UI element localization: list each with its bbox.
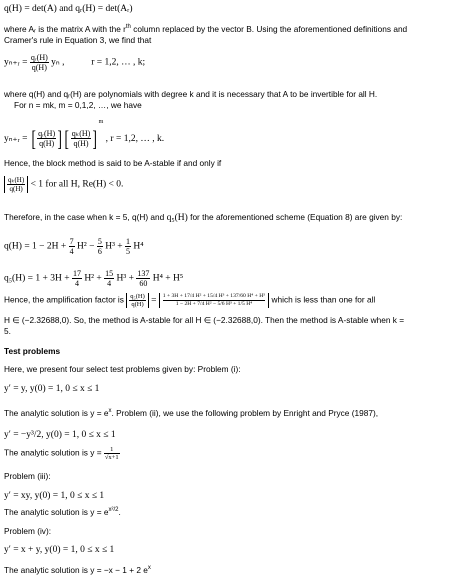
- fraction: [136, 269, 150, 288]
- equation-q5: [4, 269, 183, 288]
- text-segment: Therefore, in the case when k = 5, q(H) and: [4, 212, 167, 222]
- paragraph-solution-2: [4, 446, 120, 461]
- denominator: q(H): [131, 301, 144, 308]
- bracket-open: [: [64, 125, 70, 151]
- term: H⁴: [133, 241, 144, 252]
- equals: =: [151, 295, 157, 306]
- paragraph-amplification-cont: H ∈ (−2.32688,0). So, the method is A-stable for all H ∈ (−2.32688,0). Then the method is A-stable when k =: [4, 315, 405, 325]
- label-problem-4: Problem (iv):: [4, 526, 52, 536]
- denominator: q(H): [39, 139, 55, 149]
- section-heading: Test problems: [4, 346, 61, 356]
- superscript: x: [108, 408, 112, 415]
- paragraph-four-problems: Here, we present four select test problems given by: Problem (i):: [4, 364, 241, 374]
- term: H² −: [77, 241, 95, 252]
- term: H⁴ + H⁵: [152, 273, 184, 284]
- text-segment: The analytic solution is y = e: [4, 507, 109, 517]
- numerator: 137: [137, 269, 150, 278]
- denominator: 60: [139, 279, 148, 288]
- numerator: qₖ(H): [71, 129, 91, 139]
- denominator: 1 − 2H + 7/4 H² − 5/6 H³ + 1/5 H⁴: [175, 301, 253, 307]
- equation-abs-condition: [4, 176, 123, 193]
- denominator: q(H): [9, 185, 23, 193]
- paragraph-solution-4: [4, 565, 151, 575]
- text-segment: where Aᵣ is the matrix A with the r: [4, 24, 126, 34]
- text-segment: column replaced by the vector B. Using the aforementioned definitions and: [130, 24, 408, 34]
- paragraph-where-ar: [4, 24, 407, 34]
- eq-rhs: yₙ ,: [51, 57, 65, 68]
- fraction: [97, 237, 103, 256]
- fraction: [71, 129, 92, 148]
- bracket-close: ]: [92, 125, 98, 151]
- label-problem-3: Problem (iii):: [4, 471, 51, 481]
- numerator: qₖ(H): [8, 176, 25, 184]
- paragraph-case-k5: [4, 212, 402, 223]
- equation-qH: [4, 237, 144, 256]
- equation-problem-1: y′ = y, y(0) = 1, 0 ≤ x ≤ 1: [4, 384, 100, 394]
- equation-problem-2: y′ = −y³/2, y(0) = 1, 0 ≤ x ≤ 1: [4, 430, 116, 440]
- paragraph-for-n: For n = mk, m = 0,1,2, …, we have: [14, 100, 142, 110]
- equation-problem-4: y′ = x + y, y(0) = 1, 0 ≤ x ≤ 1: [4, 545, 115, 555]
- denominator: 4: [107, 279, 112, 288]
- bracket-open: [: [31, 125, 36, 151]
- denominator: q(H): [73, 139, 89, 149]
- paragraph-solution-1: [4, 408, 378, 418]
- fraction: [129, 293, 146, 308]
- term: q₅(H) = 1 + 3H +: [4, 273, 70, 284]
- amplification-fraction: [159, 293, 269, 308]
- superscript: th: [125, 24, 131, 31]
- paragraph-a-stable: Hence, the block method is said to be A-stable if and only if: [4, 158, 222, 168]
- numerator: 5: [97, 237, 102, 246]
- fraction: [104, 269, 114, 288]
- denominator: 4: [69, 247, 74, 256]
- fraction: [69, 237, 75, 256]
- text-segment: The analytic solution is y = −x − 1 + 2 e: [4, 565, 148, 575]
- bracket-close: ]: [57, 125, 62, 151]
- text-segment: for the aforementioned scheme (Equation 8) are given by:: [187, 212, 403, 222]
- numerator: 1: [126, 237, 131, 246]
- paragraph-amplification-end: 5.: [4, 326, 11, 336]
- fraction: [104, 446, 120, 461]
- eq-condition: < 1 for all H, Re(H) < 0.: [30, 179, 124, 190]
- term: H² +: [84, 273, 102, 284]
- denominator: 6: [97, 247, 102, 256]
- text-segment: Hence, the amplification factor is: [4, 294, 124, 305]
- fraction: [37, 129, 56, 148]
- superscript: x²/2: [108, 507, 119, 514]
- eq-condition: r = 1,2, … , k;: [91, 57, 146, 68]
- eq-lhs: yₙ₊ᵣ =: [4, 134, 28, 144]
- denominator: q(H): [31, 63, 47, 72]
- text-segment: The analytic solution is y = e: [4, 408, 109, 418]
- term: q(H) = 1 − 2H +: [4, 241, 67, 252]
- fraction: [72, 269, 82, 288]
- denominator: 4: [74, 279, 79, 288]
- denominator: 5: [126, 247, 131, 256]
- text-segment: The analytic solution is y =: [4, 447, 102, 458]
- paragraph-solution-3: [4, 507, 121, 517]
- absolute-value: [4, 176, 28, 193]
- fraction: [7, 176, 25, 193]
- numerator: q₅(H): [130, 293, 145, 300]
- fraction: [30, 53, 49, 72]
- superscript: x: [147, 565, 151, 572]
- numerator: 7: [69, 237, 74, 246]
- term: H³ +: [105, 241, 123, 252]
- numerator: qᵣ(H): [30, 53, 48, 62]
- denominator: √x+1: [104, 454, 119, 461]
- paragraph-polynomials: where q(H) and qᵣ(H) are polynomials with degree k and it is necessary that A to be invertible for all H.: [4, 89, 378, 99]
- equation-ynr: [4, 53, 145, 72]
- text-segment: .: [118, 507, 121, 517]
- equation-ynr-block: [4, 119, 165, 151]
- math-q5: q₅(H): [166, 213, 188, 223]
- equation-problem-3: y′ = xy, y(0) = 1, 0 ≤ x ≤ 1: [4, 491, 105, 501]
- text-segment: which is less than one for all: [271, 294, 376, 305]
- exponent: m: [98, 119, 104, 125]
- numerator: 17: [72, 269, 81, 278]
- numerator: 15: [105, 269, 114, 278]
- equation-q-definition: q(H) = det(A) and qᵣ(H) = det(Aᵣ): [4, 4, 133, 14]
- eq-lhs: yₙ₊ᵣ =: [4, 57, 28, 68]
- eq-condition: , r = 1,2, … , k.: [105, 134, 165, 144]
- fraction: [125, 237, 131, 256]
- numerator: 1: [104, 446, 120, 454]
- paragraph-cramer: Cramer's rule in Equation 3, we find that: [4, 35, 152, 45]
- text-segment: . Problem (ii), we use the following problem by Enright and Pryce (1987),: [111, 408, 379, 418]
- absolute-value: [126, 293, 149, 308]
- numerator: 1 + 3H + 17/4 H² + 15/4 H³ + 137/60 H⁴ + H⁵: [162, 293, 266, 299]
- paragraph-amplification: [4, 293, 375, 308]
- numerator: qᵣ(H): [38, 129, 56, 139]
- term: H³ +: [116, 273, 134, 284]
